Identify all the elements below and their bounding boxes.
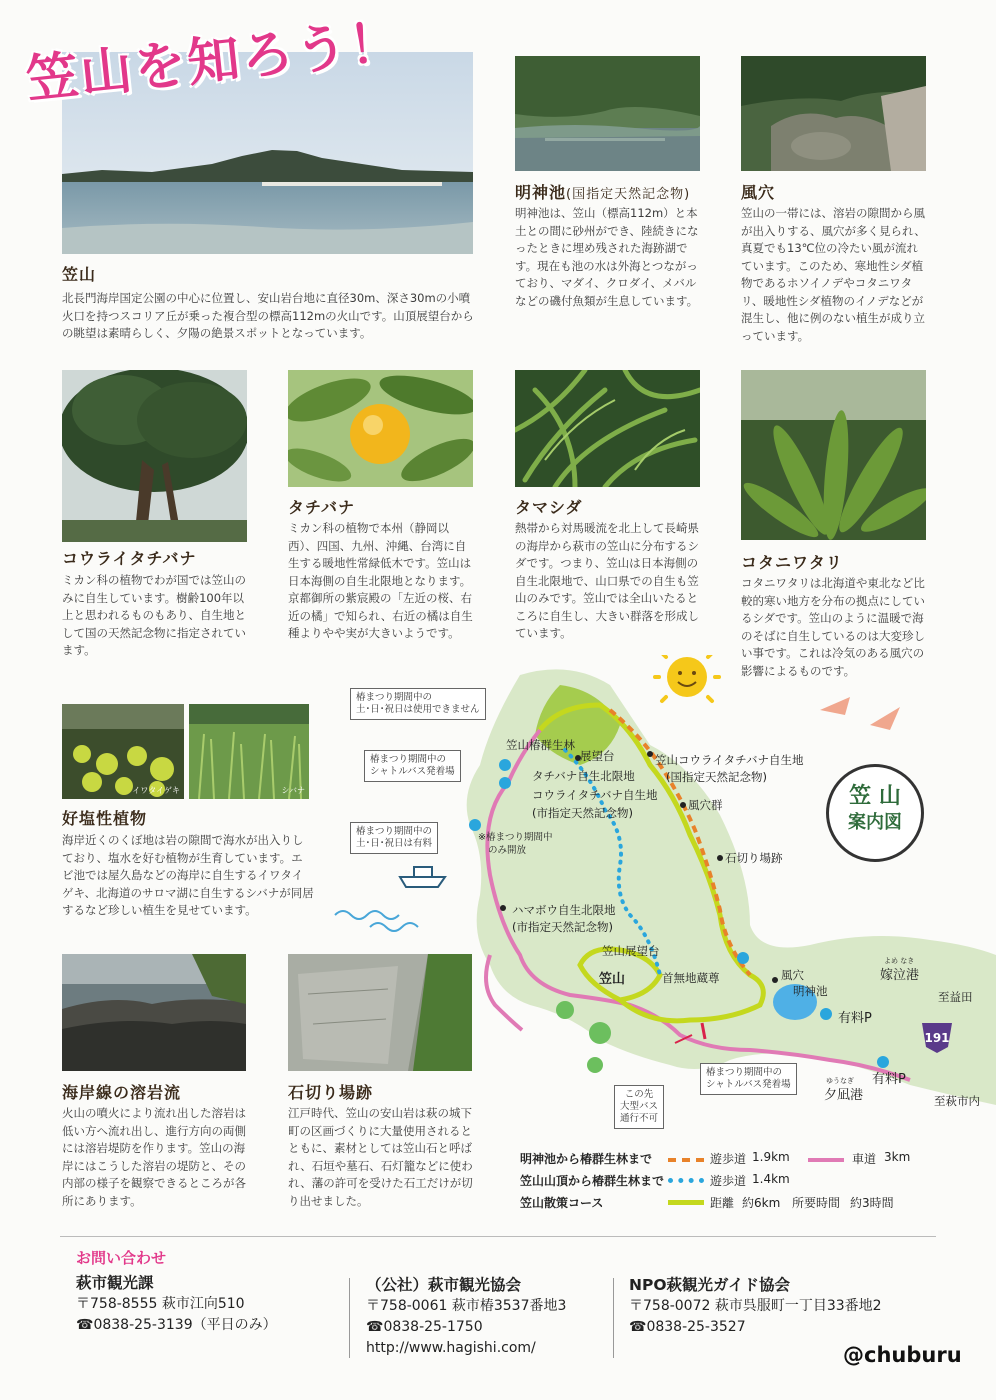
- label-parking1: 有料P: [838, 1011, 872, 1026]
- page-title: 笠山を知ろう！: [23, 11, 406, 112]
- ishikiri-heading: 石切り場跡: [288, 1083, 374, 1102]
- kouraitachibana-heading: コウライタチバナ: [62, 549, 197, 568]
- footer-sep-2: [613, 1278, 614, 1358]
- label-kourai-city-sub: (市指定天然記念物): [532, 806, 633, 820]
- tachibana-heading: タチバナ: [288, 498, 356, 517]
- myojinike-photo: [515, 56, 700, 171]
- sun-icon: [655, 655, 719, 701]
- ishikiri-text: 江戸時代、笠山の安山岩は萩の城下町の区画づくりに大量使用されるとともに、素材としては笠山石と呼ばれ、石垣や墓石、石灯籠などに使われ、藩の許可を受けた石工だけが切り出せました。: [288, 1106, 473, 1208]
- label-kourai-city: コウライタチバナ自生地: [532, 788, 658, 802]
- enshoku-heading: 好塩性植物: [62, 809, 148, 828]
- contact-org-1: 萩市観光課 〒758-8555 萩市江向510 ☎0838-25-3139（平日のみ）: [76, 1274, 277, 1333]
- label-tachibana-north: タチバナ自生北限地: [532, 769, 635, 783]
- fuketsu-text: 笠山の一帯には、溶岩の隙間から風が出入りする、風穴が多く見られ、真夏でも13℃位の冷たい風が流れています。このため、寒地性シダ植物であるホソイノデやコタニワタリ、暖地性シダ植物のイノデなどが混生し、他に例のない植生が成り立っています。: [741, 206, 926, 343]
- map-badge-line2: 案内図: [848, 812, 902, 833]
- label-myojin: 明神池: [793, 984, 828, 998]
- tachibana-photo: [288, 370, 473, 487]
- label-festival-only2: のみ開放: [488, 845, 527, 856]
- label-kasayama: 笠山: [599, 972, 626, 987]
- legend-row-3: 笠山散策コース 距離 約6km 所要時間 約3時間: [520, 1196, 894, 1210]
- tamashida-heading: タマシダ: [515, 498, 583, 517]
- kasayama-text: 北長門海岸国定公園の中心に位置し、安山岩台地に直径30m、深さ30mの小噴火口を持つスコリア丘が乗った複合型の標高112mの火山です。山頂展望台からの眺望は素晴らしく、夕陽の絶景スポットとなっています。: [62, 291, 474, 340]
- label-kourai-natl-sub: (国指定天然記念物): [666, 770, 767, 784]
- label-yunagi: 夕凪港: [824, 1088, 864, 1103]
- map-legend: [520, 1150, 920, 1216]
- wave-decoration: [335, 911, 418, 931]
- kasayama-heading: 笠山: [62, 265, 97, 284]
- shibana-label: シバナ: [281, 786, 305, 795]
- bird-icon: [820, 697, 900, 730]
- watermark: @chuburu: [843, 1343, 962, 1367]
- contact-heading: お問い合わせ: [76, 1249, 167, 1267]
- label-festival-only: ※椿まつり期間中: [478, 832, 553, 843]
- label-kourai-natl: 笠山コウライタチバナ自生地: [655, 753, 804, 767]
- yoganryu-photo: [62, 954, 246, 1071]
- legend-row-1: 明神池から椿群生林まで 遊歩道 1.9km 車道 3km: [520, 1150, 911, 1166]
- map-badge-line1: 笠 山: [849, 784, 901, 809]
- iwataigeki-photo: [62, 704, 184, 799]
- callout-parking-closed: 椿まつり期間中の 土･日･祝日は使用できません: [350, 688, 486, 720]
- iwataigeki-label: イワタイゲキ: [132, 786, 180, 795]
- boat-icon: [400, 867, 445, 887]
- yoganryu-text: 火山の噴火により流れ出した溶岩は低い方へ流れ出し、進行方向の両側には溶岩堤防を作ります。笠山の海岸にはこうした溶岩の堤防と、その内部の様子を観察できるところが各所にあります。: [62, 1106, 246, 1208]
- label-parking2: 有料P: [872, 1072, 906, 1087]
- svg-text:191: 191: [924, 1031, 950, 1045]
- map-badge: [826, 764, 924, 862]
- label-fuketsu: 風穴: [781, 968, 804, 982]
- label-tsubaki: 笠山椿群生林: [506, 738, 575, 752]
- myojinike-heading: 明神池(国指定天然記念物): [515, 183, 691, 202]
- label-yomenaki: 嫁泣港: [880, 968, 920, 983]
- label-masuda: 至益田: [938, 990, 973, 1004]
- myojinike-text: 明神池は、笠山（標高112m）と本土との間に砂州ができ、陸続きになったときに埋め残された海跡湖です。現在も池の水は外海とつながっており、マダイ、クロダイ、メバルなどの磯付魚類が生息しています。: [515, 206, 699, 308]
- kotaniwatari-text: コタニワタリは北海道や東北など比較的寒い地方を分布の拠点にしているシダです。笠山のように温暖で海のそばに自生しているのは大変珍しい事です。これは冷気のある風穴の影響によるものです。: [741, 576, 925, 678]
- kotaniwatari-heading: コタニワタリ: [741, 553, 843, 572]
- label-hamabou-sub: (市指定天然記念物): [512, 920, 613, 934]
- callout-no-bus: この先 大型バス 通行不可: [614, 1085, 664, 1129]
- label-summit: 笠山展望台: [602, 944, 660, 958]
- label-hamabou: ハマボウ自生北限地: [512, 903, 616, 917]
- callout-parking-paid: 椿まつり期間中の 土･日･祝日は有料: [350, 822, 438, 854]
- fuketsu-heading: 風穴: [741, 183, 776, 202]
- kouraitachibana-text: ミカン科の植物でわが国では笠山のみに自生しています。樹齢100年以上と思われるものもあり、自生地として国の天然記念物に指定されています。: [62, 573, 246, 657]
- label-fuketsugun: 風穴群: [688, 798, 723, 812]
- tamashida-photo: [515, 370, 700, 487]
- callout-shuttle-1: 椿まつり期間中の シャトルバス発着場: [364, 750, 461, 782]
- fuketsu-photo: [741, 56, 926, 171]
- footer-divider: [60, 1236, 936, 1237]
- label-yomenaki-ruby: よめ なき: [884, 957, 915, 965]
- kouraitachibana-photo: [62, 370, 247, 542]
- enshoku-text: 海岸近くのくぼ地は岩の隙間で海水が出入りしており、塩水を好む植物が生育しています。エビ池では屋久島などの海岸に自生するイワタイゲキ、北海道のサロマ湖に自生するシバナが同居するなど珍しい植生を見せています。: [62, 833, 314, 917]
- label-kubinashi: 首無地蔵尊: [662, 971, 720, 985]
- label-yunagi-ruby: ゆうなぎ: [826, 1077, 854, 1085]
- tamashida-text: 熱帯から対馬暖流を北上して長崎県の海岸から萩市の笠山に分布するシダです。つまり、笠山は日本海側の自生北限地で、山口県での自生も笠山のみです。笠山では全山いたるところに自生し、大きい群落を形成しています。: [515, 521, 699, 640]
- callout-shuttle-2: 椿まつり期間中の シャトルバス発着場: [700, 1063, 797, 1095]
- label-hagi: 至萩市内: [934, 1094, 980, 1108]
- shibana-photo: [189, 704, 309, 799]
- label-ishikiri: 石切り場跡: [725, 851, 783, 865]
- kotaniwatari-photo: [741, 370, 926, 540]
- contact-org-3: NPO萩観光ガイド協会 〒758-0072 萩市呉服町一丁目33番地2 ☎0838-25-3527: [629, 1276, 882, 1335]
- yoganryu-heading: 海岸線の溶岩流: [62, 1083, 182, 1102]
- tachibana-text: ミカン科の植物で本州（静岡以西）、四国、九州、沖縄、台湾に自生する暖地性常緑低木です。笠山は日本海側の自生北限地となります。京都御所の紫宸殿の「左近の桜、右近の橘」で知られ、右近の橘は自生種よりやや実が大きいようです。: [288, 521, 473, 640]
- footer-sep-1: [349, 1278, 350, 1358]
- contact-org-2: （公社）萩市観光協会 〒758-0061 萩市椿3537番地3 ☎0838-25-1750 http://www.hagishi.com/: [366, 1275, 566, 1359]
- label-tenbodai: 展望台: [580, 749, 615, 763]
- myojinike-subheading: (国指定天然記念物): [566, 187, 691, 202]
- contact-url[interactable]: http://www.hagishi.com/: [366, 1340, 536, 1356]
- legend-row-2: 笠山山頂から椿群生林まで 遊歩道 1.4km: [520, 1172, 790, 1188]
